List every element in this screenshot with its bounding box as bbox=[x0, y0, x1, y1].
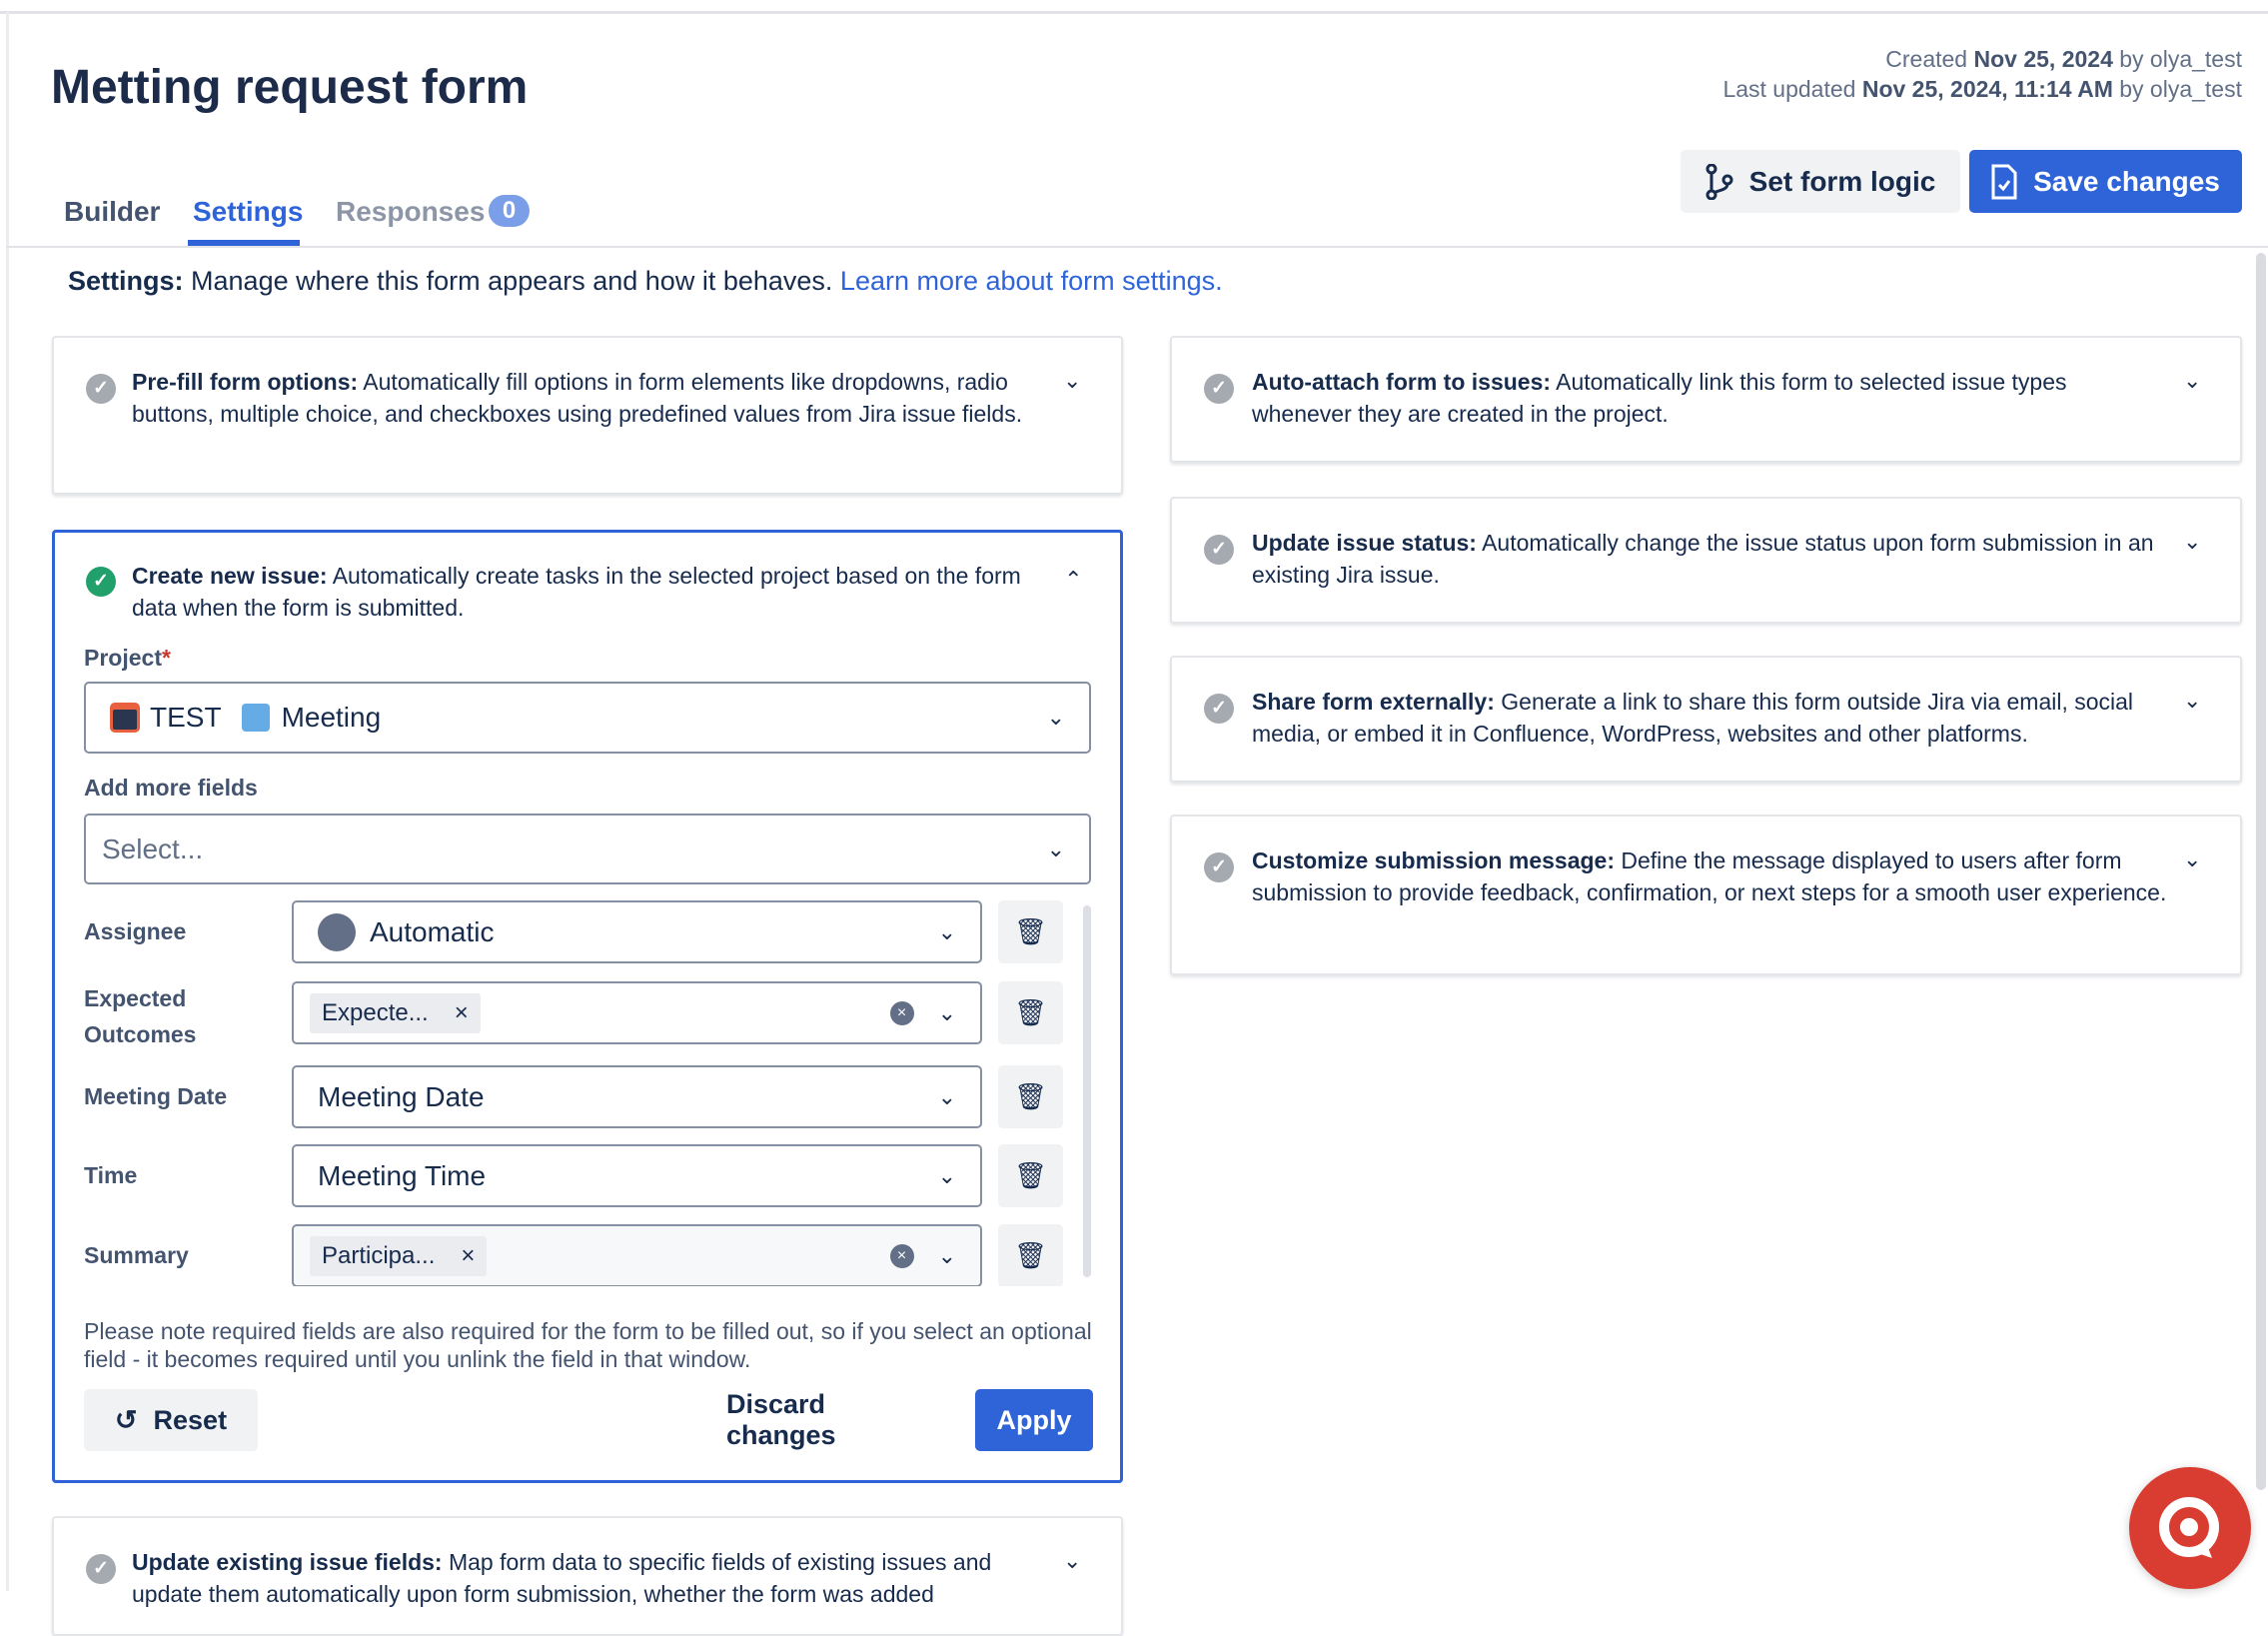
fields-scrollbar[interactable] bbox=[1083, 905, 1091, 1277]
clear-icon[interactable]: × bbox=[890, 1001, 914, 1025]
required-fields-note: Please note required fields are also required for the form to be filled out, so if you select an optional field - it becomes required until you unlink the field in that window. bbox=[84, 1318, 1092, 1372]
update-fields-text: Map form data to specific fields of existing issues and update them automatically upon form submission, whether the form was added bbox=[132, 1549, 992, 1607]
trash-icon: 🗑 bbox=[1013, 1240, 1047, 1270]
prefill-title: Pre-fill form options: bbox=[132, 369, 359, 395]
row-label: Summary bbox=[84, 1242, 189, 1268]
created-by: by olya_test bbox=[2119, 46, 2242, 72]
share-title: Share form externally: bbox=[1252, 689, 1495, 715]
row-label: Assignee bbox=[84, 918, 187, 944]
top-divider bbox=[0, 11, 2268, 14]
check-circle-icon: ✓ bbox=[1204, 374, 1234, 404]
auto-attach-title: Auto-attach form to issues: bbox=[1252, 369, 1552, 395]
share-text: Generate a link to share this form outside Jira via email, social media, or embed it in Confluence, WordPress, websites and other platforms. bbox=[1252, 689, 2134, 747]
message-text: Define the message displayed to users after form submission to provide feedback, confirmation, or next steps for a smooth user experience. bbox=[1252, 847, 2167, 905]
updated-date: Nov 25, 2024, 11:14 AM bbox=[1861, 76, 2113, 102]
trash-icon: 🗑 bbox=[1013, 997, 1047, 1027]
row-label: Expected Outcomes bbox=[84, 985, 197, 1047]
create-description bbox=[132, 560, 1041, 624]
update-status-text: Automatically change the issue status upon form submission in an existing Jira issue. bbox=[1252, 530, 2154, 588]
chevron-down-icon: ⌄ bbox=[1046, 835, 1065, 861]
left-divider bbox=[6, 12, 9, 1591]
updated-label: Last updated bbox=[1722, 76, 1856, 102]
selected-tag bbox=[310, 1236, 487, 1276]
discard-changes-button[interactable]: Discard changes bbox=[726, 1389, 836, 1450]
check-circle-icon: ✓ bbox=[1204, 852, 1234, 882]
field-mapping-list bbox=[55, 900, 1120, 1286]
add-fields-label: Add more fields bbox=[84, 775, 258, 801]
delete-row-button[interactable] bbox=[998, 981, 1063, 1044]
message-title: Customize submission message: bbox=[1252, 847, 1615, 873]
auto-attach-card[interactable] bbox=[1170, 336, 2242, 463]
project-select[interactable] bbox=[84, 682, 1091, 754]
update-fields-title: Update existing issue fields: bbox=[132, 1549, 443, 1575]
chevron-down-icon[interactable]: ⌄ bbox=[2183, 688, 2202, 713]
share-externally-card[interactable] bbox=[1170, 656, 2242, 783]
learn-more-link[interactable]: Learn more about form settings. bbox=[839, 266, 1223, 296]
created-label: Created bbox=[1885, 46, 1968, 72]
responses-count-badge: 0 bbox=[489, 195, 530, 227]
tab-responses[interactable]: Responses bbox=[336, 196, 486, 227]
intro-bold: Settings: bbox=[68, 266, 184, 296]
row-value: Meeting Date bbox=[318, 1080, 485, 1112]
trash-icon: 🗑 bbox=[1013, 916, 1047, 946]
page-scrollbar[interactable] bbox=[2256, 253, 2266, 1490]
chevron-down-icon: ⌄ bbox=[937, 918, 956, 944]
project-label bbox=[84, 645, 171, 672]
updated-by: by olya_test bbox=[2119, 76, 2242, 102]
update-fields-card[interactable] bbox=[52, 1516, 1123, 1636]
save-changes-label: Save changes bbox=[2033, 165, 2220, 197]
reset-label: Reset bbox=[153, 1404, 228, 1435]
update-status-description bbox=[1252, 527, 2171, 591]
trash-icon: 🗑 bbox=[1013, 1160, 1047, 1190]
chevron-up-icon[interactable]: ⌄ bbox=[1064, 566, 1083, 591]
meeting-date-select[interactable] bbox=[292, 1065, 982, 1128]
auto-attach-text: Automatically link this form to selected issue types whenever they are created in the project. bbox=[1252, 369, 2067, 427]
submission-message-card[interactable] bbox=[1170, 815, 2242, 975]
chat-bubble-icon bbox=[2154, 1492, 2226, 1564]
updated-info bbox=[1722, 76, 2242, 103]
page-title: Metting request form bbox=[51, 61, 529, 114]
apply-button[interactable]: Apply bbox=[975, 1389, 1093, 1451]
undo-icon: ↺ bbox=[114, 1404, 138, 1435]
project-label-text: Project bbox=[84, 645, 162, 671]
project-icon bbox=[110, 703, 140, 733]
share-description bbox=[1252, 686, 2171, 750]
reset-button[interactable] bbox=[84, 1389, 258, 1451]
assignee-select[interactable] bbox=[292, 900, 982, 963]
check-circle-icon: ✓ bbox=[86, 1554, 116, 1584]
created-info bbox=[1885, 46, 2242, 73]
chat-support-button[interactable] bbox=[2129, 1467, 2251, 1589]
selected-tag bbox=[310, 993, 481, 1033]
created-date: Nov 25, 2024 bbox=[1973, 46, 2113, 72]
branch-icon bbox=[1705, 164, 1733, 200]
summary-select[interactable] bbox=[292, 1224, 982, 1286]
check-circle-icon: ✓ bbox=[1204, 535, 1234, 565]
trash-icon: 🗑 bbox=[1013, 1081, 1047, 1111]
tag-remove-icon[interactable]: × bbox=[454, 998, 469, 1026]
required-marker: * bbox=[161, 645, 171, 671]
meeting-type-icon bbox=[242, 704, 270, 732]
chevron-down-icon[interactable]: ⌄ bbox=[1063, 1548, 1082, 1573]
tab-settings[interactable]: Settings bbox=[193, 196, 304, 227]
tag-label: Expecte... bbox=[322, 998, 429, 1026]
auto-attach-description bbox=[1252, 366, 2171, 430]
row-label: Meeting Date bbox=[84, 1083, 228, 1109]
settings-intro bbox=[68, 266, 1223, 297]
chevron-down-icon[interactable]: ⌄ bbox=[2183, 368, 2202, 393]
chevron-down-icon[interactable]: ⌄ bbox=[1063, 368, 1082, 393]
update-status-title: Update issue status: bbox=[1252, 530, 1477, 556]
issue-type-value: Meeting bbox=[281, 702, 382, 733]
delete-row-button[interactable] bbox=[998, 1065, 1063, 1128]
chevron-down-icon: ⌄ bbox=[937, 1242, 956, 1268]
check-circle-icon: ✓ bbox=[1204, 694, 1234, 724]
create-title: Create new issue: bbox=[132, 563, 328, 589]
chevron-down-icon: ⌄ bbox=[937, 999, 956, 1025]
expected-outcomes-select[interactable] bbox=[292, 981, 982, 1044]
chevron-down-icon: ⌄ bbox=[937, 1083, 956, 1109]
clear-icon[interactable]: × bbox=[890, 1244, 914, 1268]
update-fields-description bbox=[132, 1546, 1041, 1610]
delete-row-button[interactable] bbox=[998, 1144, 1063, 1207]
create-text: Automatically create tasks in the selected project based on the form data when the form is submitted. bbox=[132, 563, 1021, 621]
check-circle-icon: ✓ bbox=[86, 567, 116, 597]
row-label: Time bbox=[84, 1162, 138, 1188]
prefill-description bbox=[132, 366, 1041, 430]
set-form-logic-button[interactable] bbox=[1681, 150, 1960, 213]
row-value: Meeting Time bbox=[318, 1159, 487, 1191]
prefill-text: Automatically fill options in form elements like dropdowns, radio buttons, multiple choice, and checkboxes using predefined values from Jira issue fields. bbox=[132, 369, 1023, 427]
set-form-logic-label: Set form logic bbox=[1748, 165, 1936, 197]
time-select[interactable] bbox=[292, 1144, 982, 1207]
check-circle-icon: ✓ bbox=[86, 374, 116, 404]
add-fields-placeholder: Select... bbox=[102, 832, 204, 864]
row-value: Automatic bbox=[370, 915, 495, 947]
chevron-down-icon: ⌄ bbox=[937, 1162, 956, 1188]
chevron-down-icon[interactable]: ⌄ bbox=[2183, 846, 2202, 871]
intro-text: Manage where this form appears and how it behaves. bbox=[191, 266, 833, 296]
document-check-icon bbox=[1991, 164, 2017, 200]
chevron-down-icon[interactable]: ⌄ bbox=[2183, 529, 2202, 554]
chevron-down-icon: ⌄ bbox=[1046, 705, 1065, 730]
add-fields-select[interactable] bbox=[84, 814, 1091, 884]
tab-builder[interactable]: Builder bbox=[64, 196, 161, 227]
delete-row-button[interactable] bbox=[998, 1224, 1063, 1286]
prefill-card[interactable] bbox=[52, 336, 1123, 495]
message-description bbox=[1252, 844, 2171, 908]
save-changes-button[interactable] bbox=[1969, 150, 2242, 213]
create-issue-card bbox=[52, 530, 1123, 1483]
user-avatar-icon bbox=[318, 913, 356, 951]
tag-remove-icon[interactable]: × bbox=[461, 1241, 476, 1269]
delete-row-button[interactable] bbox=[998, 900, 1063, 963]
update-status-card[interactable] bbox=[1170, 497, 2242, 624]
project-value: TEST bbox=[150, 702, 222, 733]
tag-label: Participa... bbox=[322, 1241, 436, 1269]
tabs-divider bbox=[6, 246, 2268, 248]
